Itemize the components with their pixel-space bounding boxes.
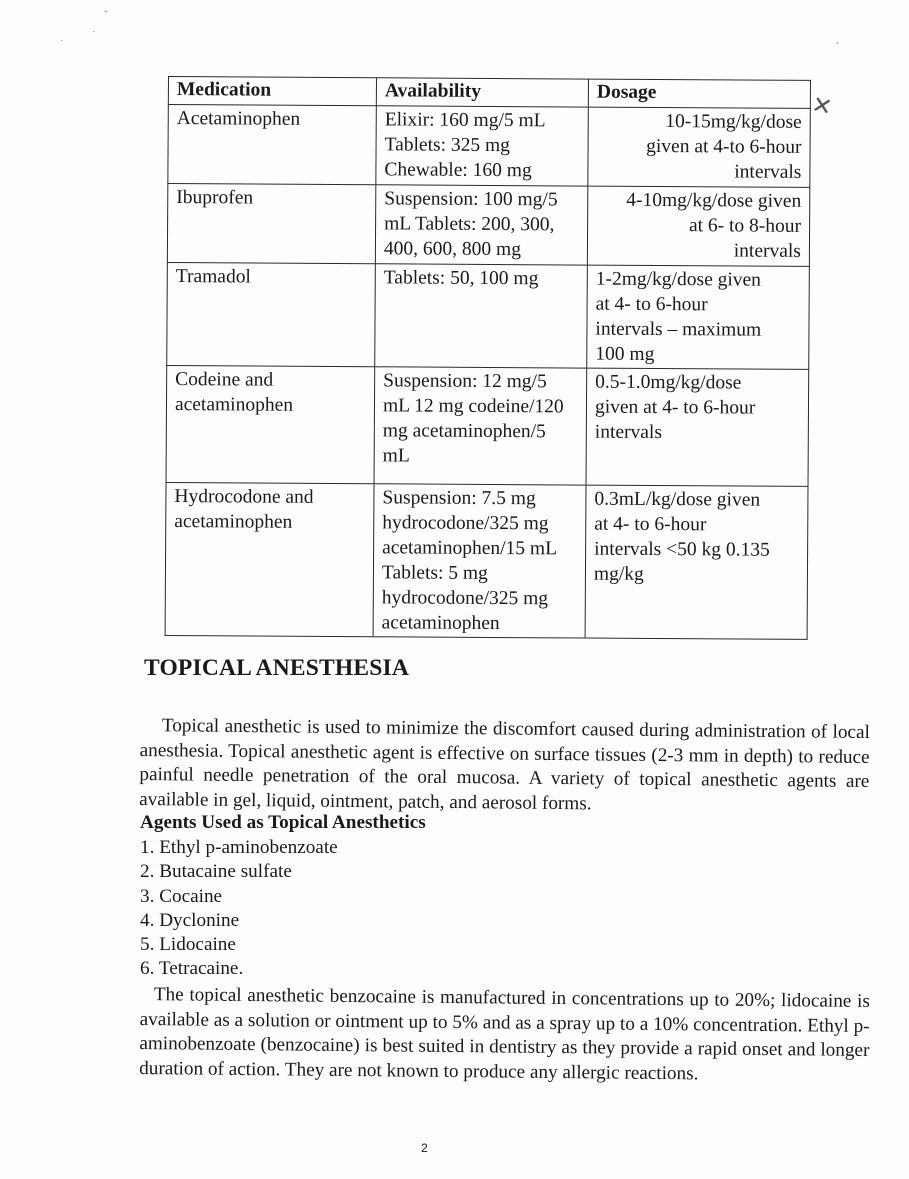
cell-text: intervals: [734, 161, 802, 183]
cell-text: acetaminophen: [174, 394, 294, 416]
cell-availability: [375, 185, 587, 265]
cell-text: Elixir: 160 mg/5 mL: [384, 109, 546, 132]
cell-text: 100 mg: [595, 343, 655, 365]
cell-text: at 6- to 8-hour: [688, 215, 802, 237]
cell-text: Tablets: 50, 100 mg: [383, 267, 539, 290]
cell-text: Tablets: 5 mg: [381, 562, 488, 584]
cell-text: 4-10mg/kg/dose given: [626, 189, 802, 212]
pen-mark-icon: ✕: [809, 90, 835, 122]
list-item: 5. Lidocaine: [140, 934, 236, 956]
cell-dosage: [585, 485, 808, 639]
cell-medication: [168, 105, 376, 185]
speck: ˙: [92, 29, 96, 41]
cell-text: 1-2mg/kg/dose given: [595, 268, 762, 291]
cell-text: Ibuprofen: [176, 187, 254, 209]
cell-dosage: [587, 265, 810, 369]
table-row: [167, 184, 809, 267]
table-row: [165, 482, 808, 639]
section-title: TOPICAL ANESTHESIA: [144, 655, 410, 681]
cell-availability: [373, 484, 586, 638]
list-item: 3. Cocaine: [140, 885, 223, 907]
cell-text: Chewable: 160 mg: [384, 159, 532, 182]
cell-text: at 4- to 6-hour: [594, 513, 707, 536]
cell-text: Acetaminophen: [176, 108, 301, 130]
table-row: [168, 105, 810, 188]
cell-text: mL Tablets: 200, 300,: [384, 213, 555, 236]
cell-text: Codeine and: [175, 369, 274, 391]
cell-text: intervals <50 kg 0.135: [594, 538, 770, 561]
cell-text: acetaminophen: [381, 612, 500, 635]
cell-text: intervals – maximum: [595, 318, 762, 341]
header-availability: Availability: [376, 78, 588, 107]
list-item: 2. Butacaine sulfate: [140, 861, 292, 883]
speck: ˛: [836, 33, 840, 45]
cell-text: Suspension: 7.5 mg: [382, 487, 536, 510]
cell-text: mg acetaminophen/5: [382, 420, 546, 443]
cell-text: 0.5-1.0mg/kg/dose: [595, 371, 742, 394]
cell-text: acetaminophen: [174, 511, 293, 533]
cell-medication: [166, 365, 375, 483]
header-medication: Medication: [168, 77, 376, 106]
page-number: 2: [421, 1141, 428, 1155]
paragraph-intro: Topical anesthetic is used to minimize the discomfort caused during administration of local anesthesia. Topical anesthetic agent is effective on surface tissues (2-3 mm in depth) to reduce painful needle penetration of the oral mucosa. A variety of topical anesthetic agents are available in gel, liquid, ointment, patch, and aerosol forms.: [139, 715, 870, 814]
cell-medication: [165, 482, 374, 636]
cell-dosage: [586, 368, 809, 486]
cell-text: given at 4-to 6-hour: [646, 135, 802, 158]
agents-heading: Agents Used as Topical Anesthetics: [140, 812, 426, 833]
cell-text: hydrocodone/325 mg: [382, 512, 549, 535]
cell-dosage: [588, 107, 810, 187]
speck: ·: [60, 35, 64, 47]
cell-availability: [376, 106, 588, 186]
list-item: 1. Ethyl p-aminobenzoate: [140, 837, 338, 858]
cell-text: intervals: [594, 421, 663, 444]
cell-text: Hydrocodone and: [174, 486, 314, 508]
table-header-row: [168, 77, 810, 109]
cell-medication: [167, 184, 375, 264]
cell-text: hydrocodone/325 mg: [381, 587, 549, 610]
cell-text: acetaminophen/15 mL: [382, 537, 558, 560]
cell-text: mL 12 mg codeine/120: [382, 395, 564, 418]
cell-text: Suspension: 100 mg/5: [384, 188, 558, 211]
cell-dosage: [587, 186, 809, 266]
cell-text: 10-15mg/kg/dose: [665, 111, 802, 133]
cell-text: Tablets: 325 mg: [384, 134, 511, 157]
header-dosage: Dosage: [588, 79, 810, 108]
cell-availability: [374, 367, 587, 485]
list-item: 6. Tetracaine.: [140, 958, 244, 980]
cell-medication: [167, 262, 376, 366]
medication-table: [165, 76, 811, 640]
list-item: 4. Dyclonine: [140, 909, 240, 931]
paragraph-benzocaine: The topical anesthetic benzocaine is manufactured in concentrations up to 20%; lidocaine is available as a solution or ointment up to 5% and as a spray up to a 10% concentration. Ethyl p-aminobenzoate (benzocaine) is best suited in dentistry as they provide a rapid onset and longer duration of action. They are not known to produce any allergic reactions.: [139, 984, 870, 1085]
cell-text: at 4- to 6-hour: [595, 293, 708, 316]
cell-availability: [375, 264, 588, 368]
speck: ˇ: [104, 9, 108, 21]
cell-text: Tramadol: [175, 266, 251, 288]
cell-text: mL: [382, 445, 410, 467]
cell-text: Suspension: 12 mg/5: [383, 370, 547, 393]
cell-text: 400, 600, 800 mg: [383, 238, 522, 261]
table-row: [166, 365, 809, 486]
cell-text: intervals: [733, 240, 802, 262]
cell-text: given at 4- to 6-hour: [594, 396, 756, 419]
cell-text: mg/kg: [593, 563, 644, 585]
cell-text: 0.3mL/kg/dose given: [594, 488, 761, 511]
agents-list: [140, 836, 338, 982]
table-row: [167, 262, 810, 369]
